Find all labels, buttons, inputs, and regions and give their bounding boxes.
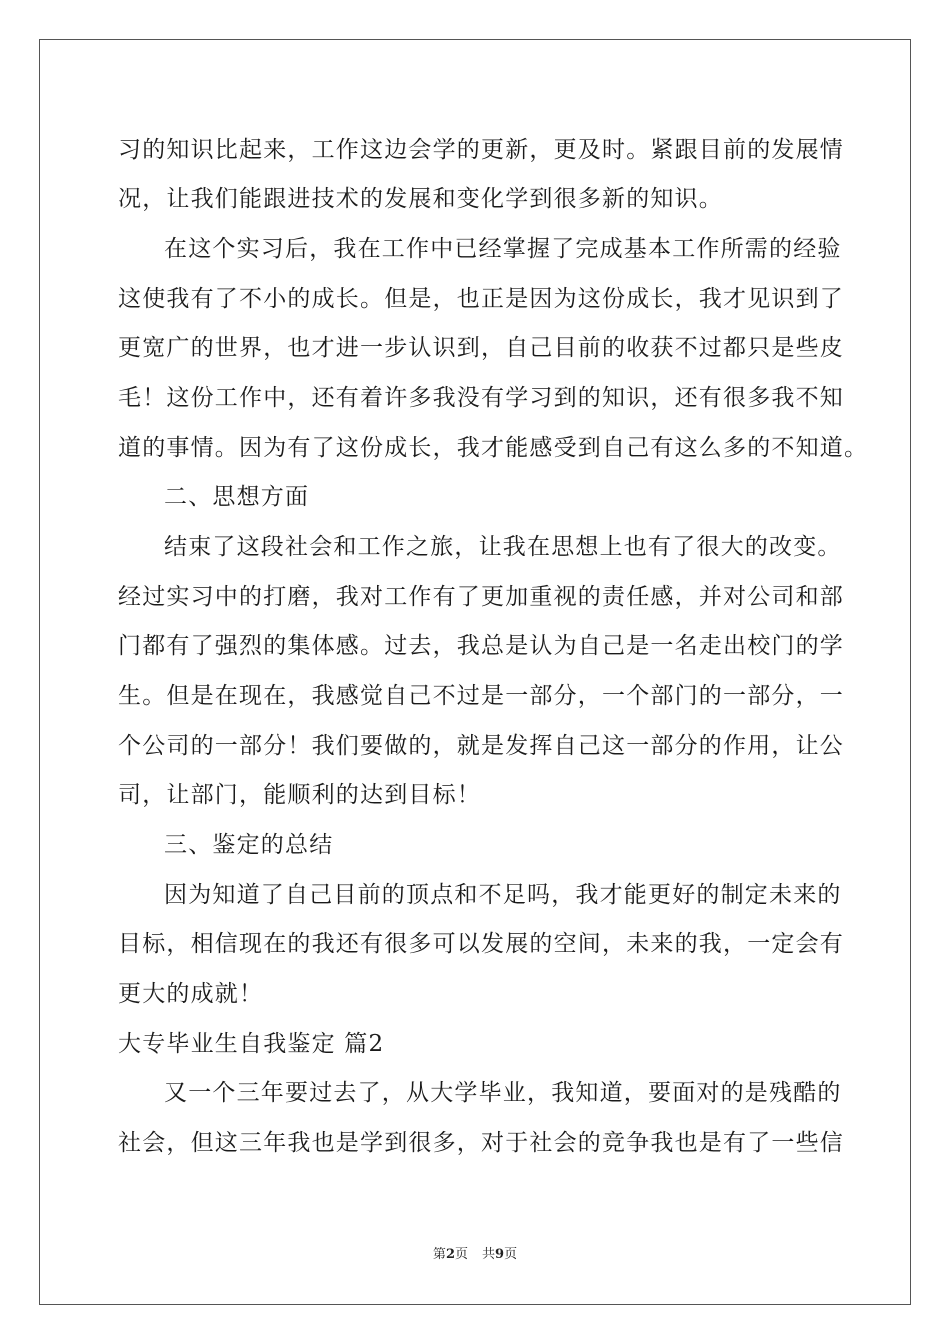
total-label-suffix: 页	[504, 1247, 518, 1262]
text-line: 经过实习中的打磨，我对工作有了更加重视的责任感，并对公司和部	[118, 584, 844, 610]
text-line: 司，让部门，能顺利的达到目标！	[118, 782, 481, 808]
section-heading: 二、思想方面	[164, 484, 310, 510]
text-line: 社会，但这三年我也是学到很多，对于社会的竞争我也是有了一些信	[118, 1130, 844, 1156]
paragraph-first-line: 因为知道了自己目前的顶点和不足吗，我才能更好的制定未来的	[164, 882, 842, 908]
text-line: 更大的成就！	[118, 981, 264, 1007]
text-line: 毛！这份工作中，还有着许多我没有学习到的知识，还有很多我不知	[118, 385, 844, 411]
text-line: 更宽广的世界，也才进一步认识到，自己目前的收获不过都只是些皮	[118, 335, 844, 361]
article-title: 大专毕业生自我鉴定 篇2	[118, 1031, 385, 1057]
text-line: 习的知识比起来，工作这边会学的更新，更及时。紧跟目前的发展情	[118, 137, 844, 163]
page-label-suffix: 页	[454, 1247, 468, 1262]
page-label-prefix: 第	[432, 1247, 446, 1262]
page-footer	[0, 1246, 950, 1264]
total-label-prefix: 共	[482, 1247, 496, 1262]
text-line: 个公司的一部分！我们要做的，就是发挥自己这一部分的作用，让公	[118, 733, 844, 759]
current-page-number: 2	[445, 1247, 455, 1262]
text-line: 这使我有了不小的成长。但是，也正是因为这份成长，我才见识到了	[118, 286, 844, 312]
text-line: 况，让我们能跟进技术的发展和变化学到很多新的知识。	[118, 186, 723, 212]
text-line: 目标，相信现在的我还有很多可以发展的空间，未来的我，一定会有	[118, 931, 844, 957]
paragraph-first-line: 又一个三年要过去了，从大学毕业，我知道，要面对的是残酷的	[164, 1080, 842, 1106]
page-border	[39, 39, 911, 1305]
paragraph-first-line: 在这个实习后，我在工作中已经掌握了完成基本工作所需的经验	[164, 236, 842, 262]
total-pages-number: 9	[495, 1247, 505, 1262]
paragraph-first-line: 结束了这段社会和工作之旅，让我在思想上也有了很大的改变。	[164, 534, 842, 560]
text-line: 门都有了强烈的集体感。过去，我总是认为自己是一名走出校门的学	[118, 633, 844, 659]
section-heading: 三、鉴定的总结	[164, 832, 334, 858]
text-line: 生。但是在现在，我感觉自己不过是一部分，一个部门的一部分，一	[118, 683, 844, 709]
text-line: 道的事情。因为有了这份成长，我才能感受到自己有这么多的不知道。	[118, 435, 869, 461]
